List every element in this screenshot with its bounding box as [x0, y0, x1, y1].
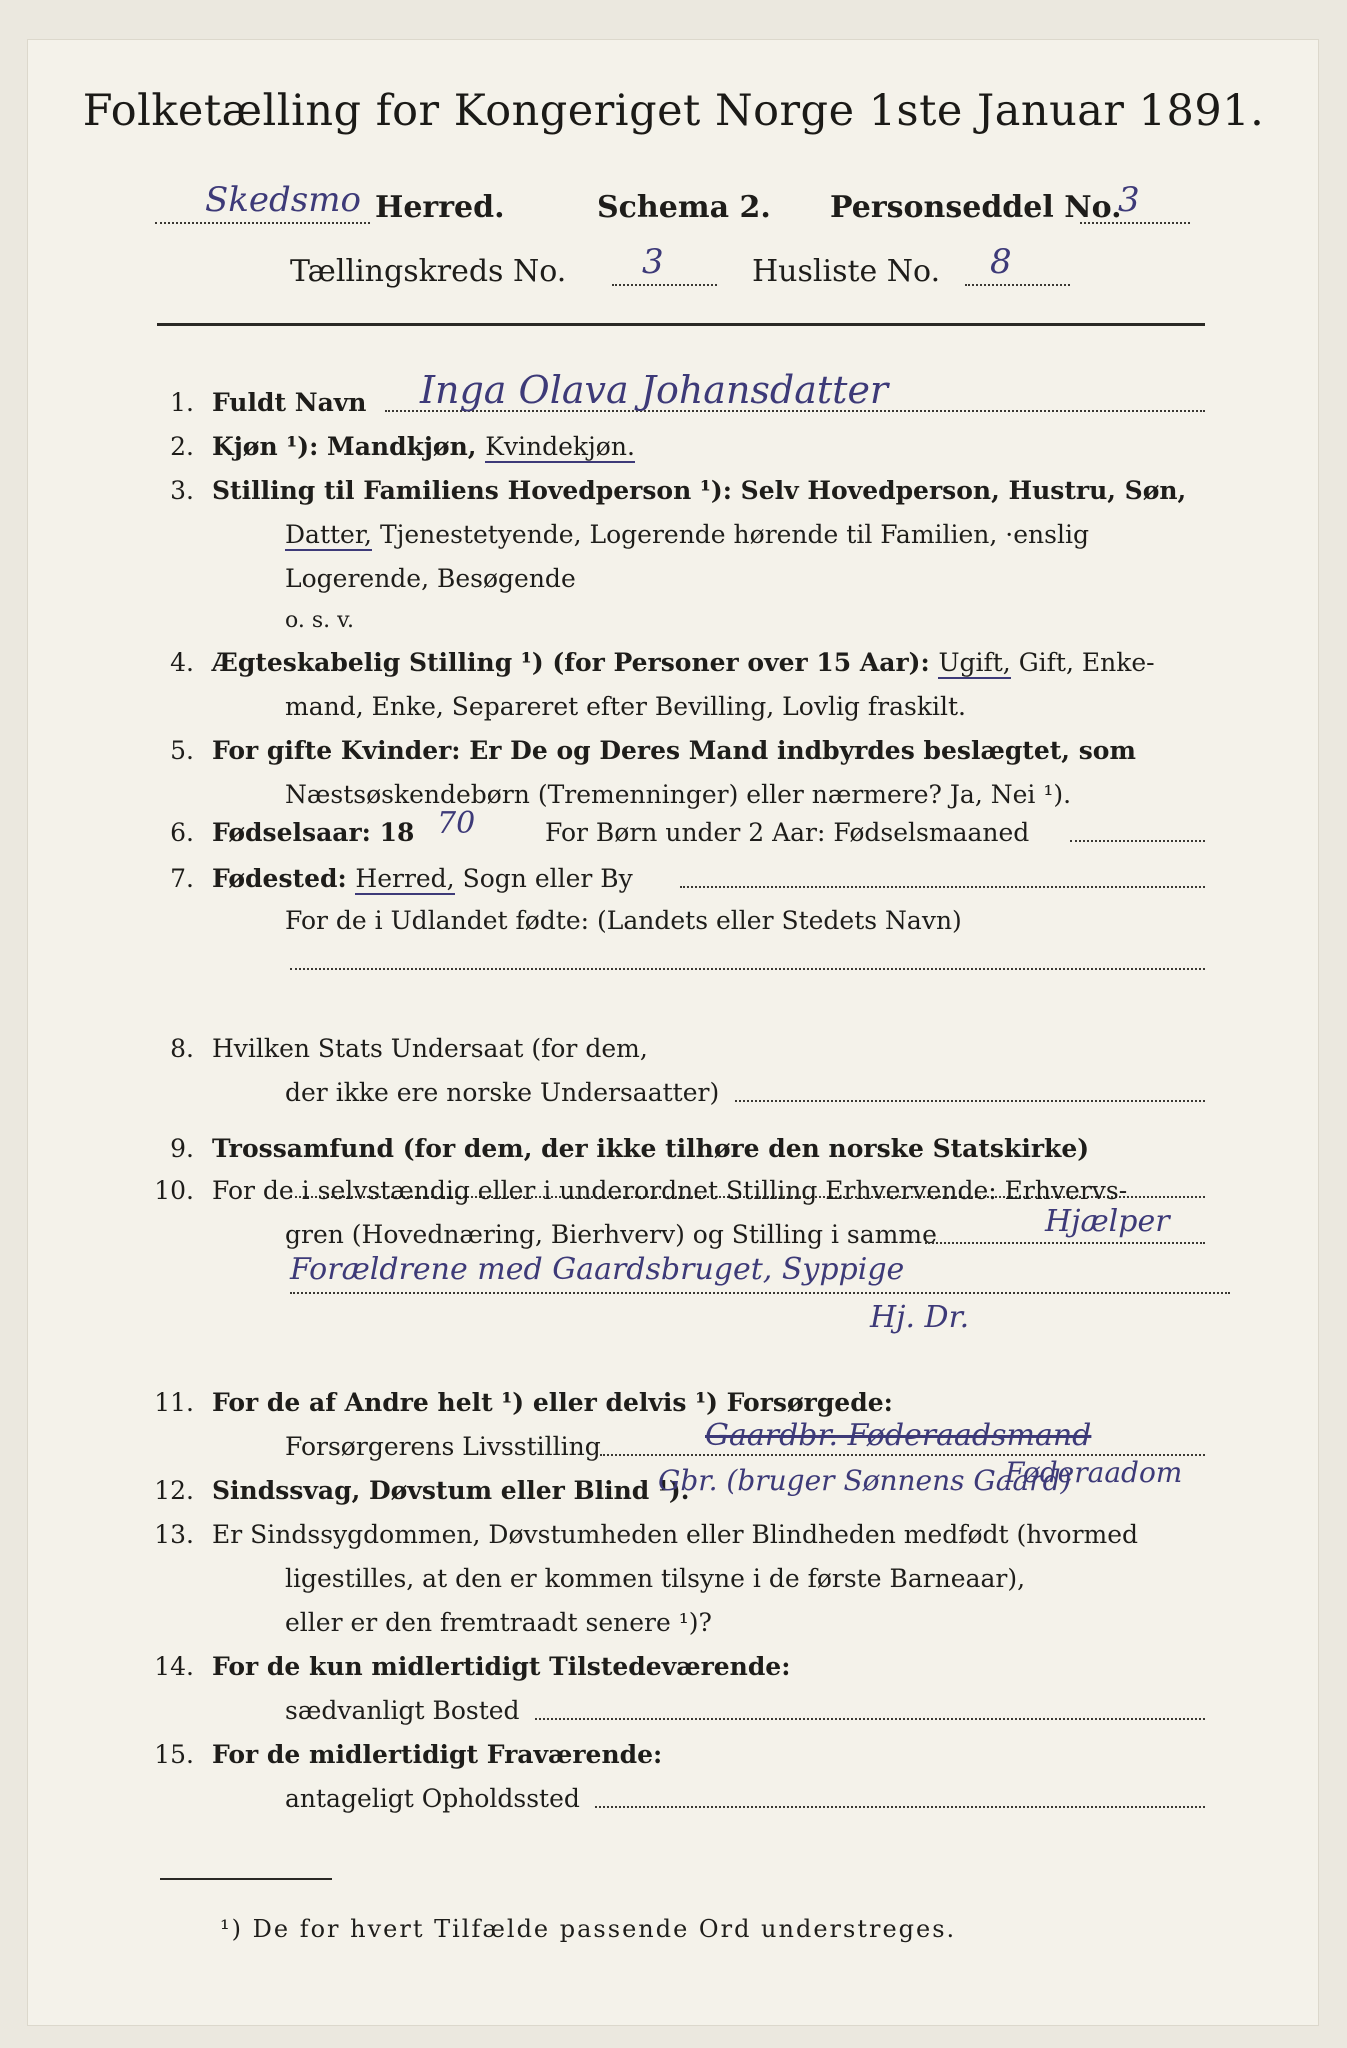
husliste-label: Husliste No.: [752, 254, 941, 289]
q1-number: 1.: [170, 388, 194, 417]
q4-line1-start: Ægteskabelig Stilling ¹) (for Personer over 15 Aar):: [212, 648, 939, 677]
q3-row: [150, 476, 1186, 505]
q13-row: [150, 1520, 1138, 1549]
footnote-rule: [160, 1878, 332, 1880]
q3-line1: Stilling til Familiens Hovedperson ¹): Selv Hovedperson, Hustru, Søn,: [212, 476, 1187, 505]
q15-row: [150, 1740, 662, 1769]
q15-line2: antageligt Opholdssted: [285, 1784, 580, 1813]
q5-line2: Næstsøskendebørn (Tremenninger) eller nærmere? Ja, Nei ¹).: [285, 780, 1072, 809]
q1-name-value: Inga Olava Johansdatter: [420, 368, 889, 412]
q10-handwriting-3: Hj. Dr.: [870, 1300, 970, 1335]
q6-row: [150, 818, 414, 847]
q9-row: [150, 1134, 1089, 1163]
q2-label: Kjøn ¹): Mandkjøn,: [212, 432, 486, 461]
q9-line1: Trossamfund (for dem, der ikke tilhøre den norske Statskirke): [212, 1134, 1090, 1163]
footnote: ¹) De for hvert Tilfælde passende Ord understreges.: [220, 1915, 957, 1943]
q10-handwriting-1: Hjælper: [1045, 1204, 1170, 1239]
q11-number: 11.: [154, 1388, 194, 1417]
personseddel-value: 3: [1118, 180, 1140, 220]
q10-line3-dotted: [290, 1292, 1230, 1294]
q8-row: [150, 1034, 648, 1063]
q8-number: 8.: [170, 1034, 194, 1063]
q10-dotted-line: [925, 1242, 1205, 1244]
q4-row: [150, 648, 1155, 677]
q1-label: Fuldt Navn: [212, 388, 367, 417]
husliste-value: 8: [990, 242, 1012, 282]
form-title: Folketælling for Kongeriget Norge 1ste Januar 1891.: [82, 86, 1265, 136]
q2-selected-kvindekjon: Kvindekjøn.: [485, 432, 635, 461]
q7-line2-dotted: [290, 968, 1205, 970]
herred-label: Herred.: [375, 190, 505, 225]
q15-dotted-line: [595, 1806, 1205, 1808]
q13-line3: eller er den fremtraadt senere ¹)?: [285, 1608, 712, 1637]
q4-line1-end: Gift, Enke-: [1010, 648, 1155, 677]
q7-row: [150, 864, 633, 893]
q14-row: [150, 1652, 790, 1681]
q3-line4: o. s. v.: [285, 608, 354, 633]
q13-number: 13.: [154, 1520, 194, 1549]
q3-selected-datter: Datter,: [285, 520, 372, 549]
q5-line1: For gifte Kvinder: Er De og Deres Mand indbyrdes beslægtet, som: [212, 736, 1136, 765]
q2-row: [150, 432, 635, 461]
q10-number: 10.: [154, 1176, 194, 1205]
q6-label: Fødselsaar: 18: [212, 818, 415, 847]
q14-line2: sædvanligt Bosted: [285, 1696, 520, 1725]
personseddel-dotted-line: [1080, 222, 1190, 224]
q10-line1: For de i selvstændig eller i underordnet Stilling Erhvervende: Erhvervs-: [212, 1176, 1128, 1205]
q3-line3: Logerende, Besøgende: [285, 564, 576, 593]
q6-number: 6.: [170, 818, 194, 847]
q11-row: [150, 1388, 893, 1417]
q11-line1: For de af Andre helt ¹) eller delvis ¹) Forsørgede:: [212, 1388, 893, 1417]
q14-dotted-line: [535, 1718, 1205, 1720]
q11-struck-handwriting: Gaardbr. Føderaadsmand: [705, 1418, 1092, 1453]
q3-line2: [285, 520, 1089, 549]
q9-number: 9.: [170, 1134, 194, 1163]
schema-label: Schema 2.: [597, 190, 771, 225]
q4-number: 4.: [170, 648, 194, 677]
q12-number: 12.: [154, 1476, 194, 1505]
q2-number: 2.: [170, 432, 194, 461]
q13-line1: Er Sindssygdommen, Døvstumheden eller Blindheden medfødt (hvormed: [212, 1520, 1139, 1549]
q10-handwriting-2: Forældrene med Gaardsbruget, Syppige: [290, 1252, 905, 1287]
q11-handwriting-above: Føderaadom: [1005, 1456, 1183, 1489]
q8-line2: der ikke ere norske Undersaatter): [285, 1078, 720, 1107]
q7-rest: Sogn eller By: [454, 864, 633, 893]
q5-row: [150, 736, 1136, 765]
q1-row: [150, 388, 366, 417]
kreds-label: Tællingskreds No.: [290, 254, 567, 289]
q15-number: 15.: [154, 1740, 194, 1769]
q12-label: Sindssvag, Døvstum eller Blind ¹).: [212, 1476, 690, 1505]
q5-number: 5.: [170, 736, 194, 765]
q8-line1: Hvilken Stats Undersaat (for dem,: [212, 1034, 648, 1063]
q6-rest: For Børn under 2 Aar: Fødselsmaaned: [545, 818, 1030, 847]
q4-line2: mand, Enke, Separeret efter Bevilling, Lovlig fraskilt.: [285, 692, 966, 721]
herred-dotted-line: [155, 222, 370, 224]
q6-year-value: 70: [437, 806, 476, 841]
herred-value: Skedsmo: [205, 180, 361, 220]
q7-label: Fødested:: [212, 864, 356, 893]
kreds-dotted-line: [612, 284, 717, 286]
q7-selected-herred: Herred,: [355, 864, 455, 893]
q3-line2-rest: Tjenestetyende, Logerende hørende til Familien, ·enslig: [372, 520, 1089, 549]
q14-line1: For de kun midlertidigt Tilstedeværende:: [212, 1652, 791, 1681]
q7-number: 7.: [170, 864, 194, 893]
q10-row: [150, 1176, 1127, 1205]
q6-dotted-line: [1070, 840, 1205, 842]
q10-line2: gren (Hovednæring, Bierhverv) og Stilling i samme: [285, 1220, 937, 1249]
q13-line2: ligestilles, at den er kommen tilsyne i de første Barneaar),: [285, 1564, 1026, 1593]
q7-dotted-line: [680, 886, 1205, 888]
q3-number: 3.: [170, 476, 194, 505]
header-rule: [157, 323, 1205, 326]
q12-handwriting: Gbr. (bruger Sønnens Gaard): [658, 1464, 1072, 1497]
kreds-value: 3: [642, 242, 664, 282]
q12-row: [150, 1476, 689, 1505]
q14-number: 14.: [154, 1652, 194, 1681]
census-form-page: [28, 40, 1318, 2025]
q11-line2: Forsørgerens Livsstilling: [285, 1432, 601, 1461]
q8-dotted-line: [735, 1100, 1205, 1102]
q7-line2: For de i Udlandet fødte: (Landets eller Stedets Navn): [285, 906, 962, 935]
husliste-dotted-line: [965, 284, 1070, 286]
q15-line1: For de midlertidigt Fraværende:: [212, 1740, 663, 1769]
q4-selected-ugift: Ugift,: [938, 648, 1011, 677]
personseddel-label: Personseddel No.: [830, 190, 1122, 225]
